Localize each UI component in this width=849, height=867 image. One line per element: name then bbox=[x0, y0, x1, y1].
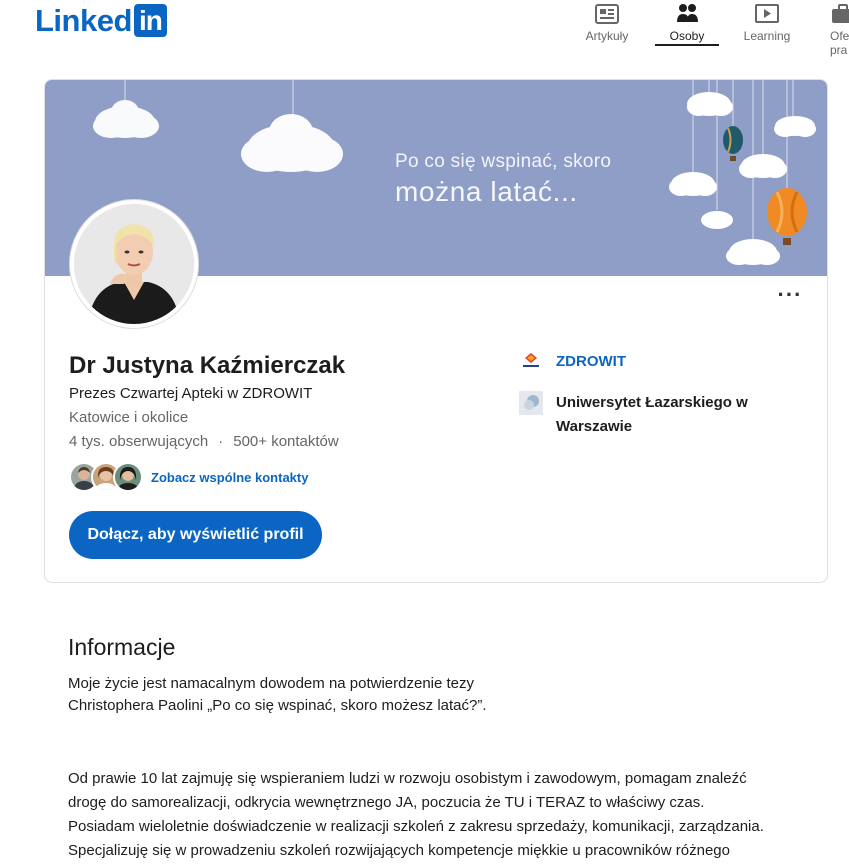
org-name-university: Uniwersytet Łazarskiego w Warszawie bbox=[556, 394, 748, 435]
more-options-button[interactable]: ··· bbox=[777, 282, 803, 307]
banner-text-line1: Po co się wspinać, skoro bbox=[395, 151, 612, 172]
avatar-photo bbox=[74, 204, 194, 324]
about-p2-line3: Posiadam wieloletnie doświadczenie w realizacji szkoleń z zakresu sprzedaży, komunikacji, zarządzania. bbox=[68, 818, 764, 835]
about-p2-line2: drogę do samorealizacji, odkrycia wewnętrznego JA, poczucia że TU i TERAZ to właściwy czas. bbox=[68, 794, 705, 811]
profile-avatar[interactable] bbox=[70, 200, 198, 328]
people-icon bbox=[674, 2, 700, 26]
nav-item-learning[interactable] bbox=[731, 2, 803, 46]
mutual-avatars bbox=[69, 462, 143, 492]
nav-item-jobs[interactable] bbox=[808, 2, 849, 57]
logo-wordmark: Linked bbox=[35, 2, 132, 38]
about-paragraph-2 bbox=[68, 767, 808, 863]
about-p1-line2: Christophera Paolini „Po co się wspinać, skoro możesz latać?”. bbox=[68, 697, 487, 714]
connections-count: 500+ kontaktów bbox=[233, 433, 339, 450]
profile-card bbox=[44, 79, 828, 583]
nav-item-people[interactable] bbox=[651, 2, 723, 46]
top-navigation bbox=[0, 0, 849, 57]
profile-name: Dr Justyna Kaźmierczak bbox=[69, 352, 346, 379]
logo-in-box: in bbox=[134, 4, 167, 37]
banner-text-line2: można latać... bbox=[395, 176, 578, 207]
about-section-title: Informacje bbox=[68, 634, 176, 660]
mutual-connections[interactable] bbox=[69, 461, 308, 493]
balloon-dark bbox=[723, 126, 743, 161]
balloon-orange bbox=[767, 188, 807, 245]
stats-separator: · bbox=[218, 433, 224, 450]
jobs-icon bbox=[830, 2, 849, 26]
profile-stats bbox=[69, 433, 339, 450]
about-p2-line4: Specjalizuję się w prowadzeniu szkoleń rozwijających kompetencje miękkie u pracowników różnego bbox=[68, 842, 730, 859]
learning-icon bbox=[754, 2, 780, 26]
active-tab-underline bbox=[655, 44, 719, 46]
about-p1-line1: Moje życie jest namacalnym dowodem na potwierdzenie tezy bbox=[68, 675, 475, 692]
nav-label-articles: Artykuły bbox=[585, 29, 629, 43]
profile-location: Katowice i okolice bbox=[69, 409, 189, 426]
articles-icon bbox=[594, 2, 620, 26]
avatar-portrait bbox=[74, 204, 194, 324]
org-name-zdrowit: ZDROWIT bbox=[556, 353, 626, 370]
university-logo-icon bbox=[519, 391, 543, 415]
about-paragraph-1 bbox=[68, 673, 788, 717]
nav-label-people: Osoby bbox=[669, 29, 705, 43]
org-item-university[interactable] bbox=[519, 391, 776, 439]
nav-item-articles[interactable] bbox=[571, 2, 643, 46]
join-to-view-profile-button[interactable]: Dołącz, aby wyświetlić profil bbox=[69, 511, 322, 559]
nav-label-learning: Learning bbox=[743, 29, 791, 43]
nav-label-jobs: Ofe pra bbox=[830, 29, 849, 57]
followers-count: 4 tys. obserwujących bbox=[69, 433, 209, 450]
linkedin-logo[interactable] bbox=[35, 4, 167, 37]
zdrowit-logo-icon bbox=[519, 350, 543, 374]
see-mutual-connections-link[interactable]: Zobacz wspólne kontakty bbox=[151, 469, 309, 485]
org-item-zdrowit[interactable] bbox=[519, 350, 626, 374]
mutual-avatar-3 bbox=[113, 462, 143, 492]
profile-headline: Prezes Czwartej Apteki w ZDROWIT bbox=[69, 385, 313, 402]
about-p2-line1: Od prawie 10 lat zajmuję się wspieraniem ludzi w rozwoju osobistym i zawodowym, pomagam znaleźć bbox=[68, 770, 747, 787]
